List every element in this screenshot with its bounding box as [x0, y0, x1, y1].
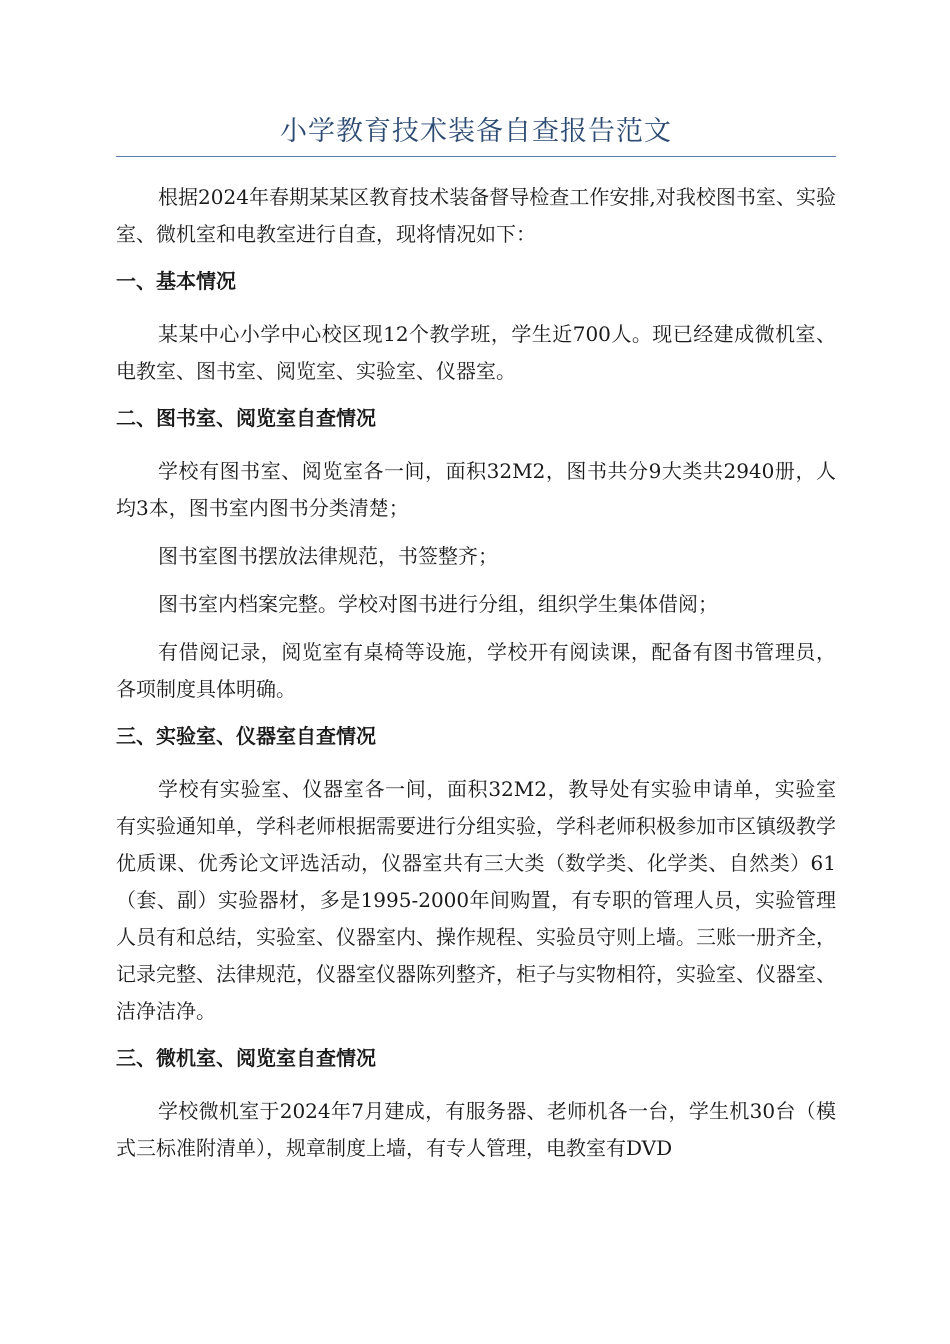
document-page: [116, 112, 836, 1167]
section-paragraph: 图书室图书摆放法律规范，书签整齐；: [158, 544, 498, 568]
section-paragraph: 学校有实验室、仪器室各一间，面积32M2，教导处有实验申请单，实验室有实验通知单，学科老师根据需要进行分组实验，学科老师积极参加市区镇级教学优质课、优秀论文评选活动，仪器室共有三大类（数学类、化学类、自然类）61（套、副）实验器材，多是1995-2000年间购置，有专职的管理人员，实验管理人员有和总结，实验室、仪器室内、操作规程、实验员守则上墙。三账一册齐全，记录完整、法律规范，仪器室仪器陈列整齐，柜子与实物相符，实验室、仪器室、洁净洁净。: [116, 777, 836, 1023]
section-paragraph: 某某中心小学中心校区现12个教学班，学生近700人。现已经建成微机室、电教室、图书室、阅览室、实验室、仪器室。: [116, 322, 836, 383]
section-heading-computer-room: 三、微机室、阅览室自查情况: [116, 1046, 376, 1070]
document-title: 小学教育技术装备自查报告范文: [116, 112, 836, 157]
section-heading-library: 二、图书室、阅览室自查情况: [116, 406, 376, 430]
section-paragraph: 学校有图书室、阅览室各一间，面积32M2，图书共分9大类共2940册，人均3本，图书室内图书分类清楚；: [116, 459, 836, 520]
section-paragraph: 图书室内档案完整。学校对图书进行分组，组织学生集体借阅；: [158, 592, 718, 616]
section-heading-basic: 一、基本情况: [116, 269, 236, 293]
section-heading-lab: 三、实验室、仪器室自查情况: [116, 724, 376, 748]
section-paragraph: 有借阅记录，阅览室有桌椅等设施，学校开有阅读课，配备有图书管理员，各项制度具体明确。: [116, 640, 836, 701]
section-paragraph: 学校微机室于2024年7月建成，有服务器、老师机各一台，学生机30台（模式三标准附清单），规章制度上墙，有专人管理，电教室有DVD: [116, 1099, 836, 1160]
intro-paragraph: 根据2024年春期某某区教育技术装备督导检查工作安排,对我校图书室、实验室、微机室和电教室进行自查，现将情况如下：: [116, 185, 836, 246]
